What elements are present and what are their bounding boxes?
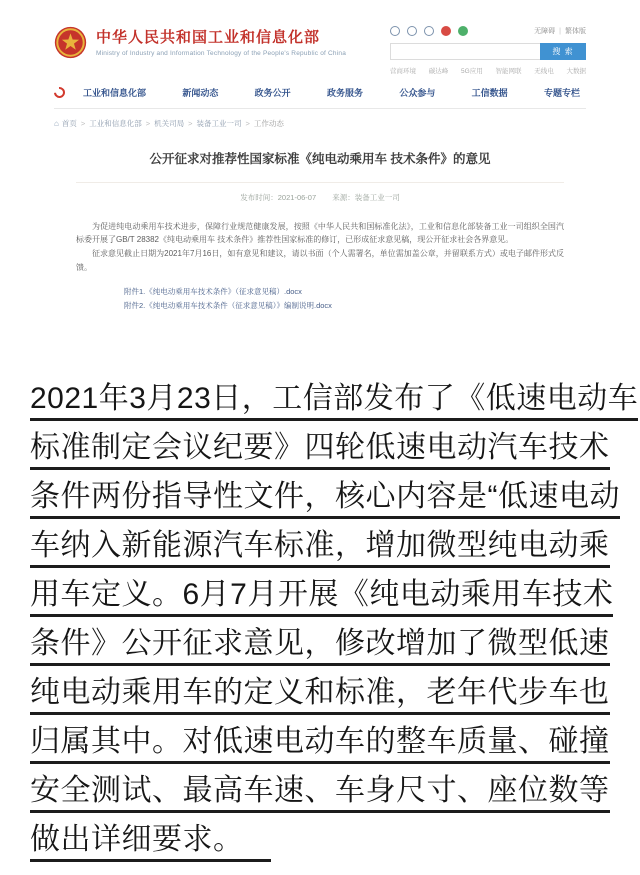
mail-icon[interactable] — [390, 26, 400, 36]
attachment-list — [124, 285, 564, 314]
miit-logo-icon — [52, 85, 67, 100]
wechat-icon[interactable] — [458, 26, 468, 36]
annotation-line: 条件》公开征求意见，修改增加了微型低速 — [30, 618, 610, 667]
share-icon[interactable] — [424, 26, 434, 36]
hot-word-link[interactable]: 大数据 — [566, 68, 586, 75]
traditional-version-link[interactable]: 繁体版 — [565, 28, 586, 35]
home-icon[interactable]: ⌂ — [54, 119, 59, 128]
hot-word-link[interactable]: 营商环境 — [390, 68, 416, 75]
article-title: 公开征求对推荐性国家标准《纯电动乘用车 技术条件》的意见 — [149, 152, 491, 166]
nav-item[interactable]: 工信数据 — [471, 88, 508, 98]
annotation-line: 纯电动乘用车的定义和标准，老年代步车也 — [30, 667, 610, 716]
breadcrumb-item[interactable]: > 工业和信息化部 — [77, 118, 142, 129]
attachment-link[interactable]: 附件1.《纯电动乘用车技术条件》（征求意见稿）.docx — [124, 287, 302, 297]
header-divider — [54, 108, 586, 109]
hot-search-words — [390, 66, 586, 75]
hot-word-link[interactable]: 碳达峰 — [428, 68, 449, 75]
miit-site-page — [54, 0, 586, 314]
breadcrumb-list — [62, 118, 284, 129]
attachment-link[interactable]: 附件2.《纯电动乘用车技术条件（征求意见稿）》编制说明.docx — [124, 301, 332, 311]
annotation-line: 用车定义。6月7月开展《纯电动乘用车技术 — [30, 569, 610, 618]
article-paragraph: 为促进纯电动乘用车技术进步，保障行业规范健康发展，按照《中华人民共和国标准化法》，工业和信息化部装备工业一司组织全国汽标委开展了GB/T 28382《纯电动乘用车 技术条件》推荐性国家标准的修订，已形成征求意见稿，现公开征求社会各界意见。 — [76, 221, 564, 245]
annotation-line: 条件两份指导性文件，核心内容是“低速电动 — [30, 471, 610, 520]
nav-item[interactable]: 政务公开 — [254, 88, 291, 98]
hot-word-link[interactable]: 5G应用 — [461, 68, 483, 75]
nav-item[interactable]: 专题专栏 — [543, 88, 580, 98]
publish-time: 发布时间：2021-06-07 — [240, 192, 317, 202]
title-divider — [76, 182, 564, 183]
annotation-text — [30, 373, 639, 863]
breadcrumb-item[interactable]: 首页 — [61, 119, 77, 128]
site-title-block — [96, 26, 346, 57]
search-input[interactable] — [390, 43, 540, 60]
annotation-line: 2021年3月23日，工信部发布了《低速电动车 — [30, 373, 610, 422]
article — [54, 150, 586, 314]
mobile-icon[interactable] — [407, 26, 417, 36]
utility-links — [534, 26, 586, 36]
site-header — [54, 26, 586, 75]
hot-word-link[interactable]: 无线电 — [534, 68, 554, 75]
national-emblem-icon — [54, 26, 87, 59]
site-subtitle-en: Ministry of Industry and Information Technology of the People's Republic of China — [96, 50, 347, 57]
annotation-line: 标准制定会议纪要》四轮低速电动汽车技术 — [30, 422, 610, 471]
nav-menu — [83, 86, 586, 99]
search-bar — [390, 43, 586, 60]
annotation-line: 做出详细要求。 — [30, 814, 610, 863]
annotation-line: 归属其中。对低速电动车的整车质量、碰撞 — [30, 716, 610, 765]
nav-item[interactable]: 公众参与 — [399, 88, 436, 98]
nav-item[interactable]: 政务服务 — [326, 88, 363, 98]
site-title: 中华人民共和国工业和信息化部 — [96, 29, 321, 46]
weibo-icon[interactable] — [441, 26, 451, 36]
hot-word-link[interactable]: 智能网联 — [495, 68, 522, 75]
breadcrumb-item[interactable]: > 装备工业一司 — [184, 118, 241, 129]
accessibility-link[interactable]: 无障碍 — [534, 28, 556, 35]
article-meta — [76, 192, 564, 203]
nav-item[interactable]: 新闻动态 — [182, 88, 219, 98]
site-brand — [54, 26, 346, 59]
article-source: 来源：装备工业一司 — [332, 192, 400, 202]
article-paragraph: 征求意见截止日期为2021年7月16日，如有意见和建议，请以书面（个人需署名，单位需加盖公章，并留联系方式）或电子邮件形式反馈。 — [76, 248, 564, 272]
header-icons-row — [390, 26, 586, 36]
breadcrumb-item[interactable]: > 机关司局 — [142, 118, 184, 129]
main-nav — [54, 86, 586, 99]
annotation-line: 安全测试、最高车速、车身尺寸、座位数等 — [30, 765, 610, 814]
annotation-line: 车纳入新能源汽车标准，增加微型纯电动乘 — [30, 520, 610, 569]
breadcrumb — [54, 118, 586, 129]
header-utility — [390, 26, 586, 75]
article-body — [76, 220, 564, 274]
nav-item[interactable]: 工业和信息化部 — [83, 88, 147, 98]
utility-separator: | — [559, 27, 561, 35]
breadcrumb-item[interactable]: > 工作动态 — [242, 118, 284, 129]
search-button[interactable]: 搜 索 — [540, 43, 586, 60]
